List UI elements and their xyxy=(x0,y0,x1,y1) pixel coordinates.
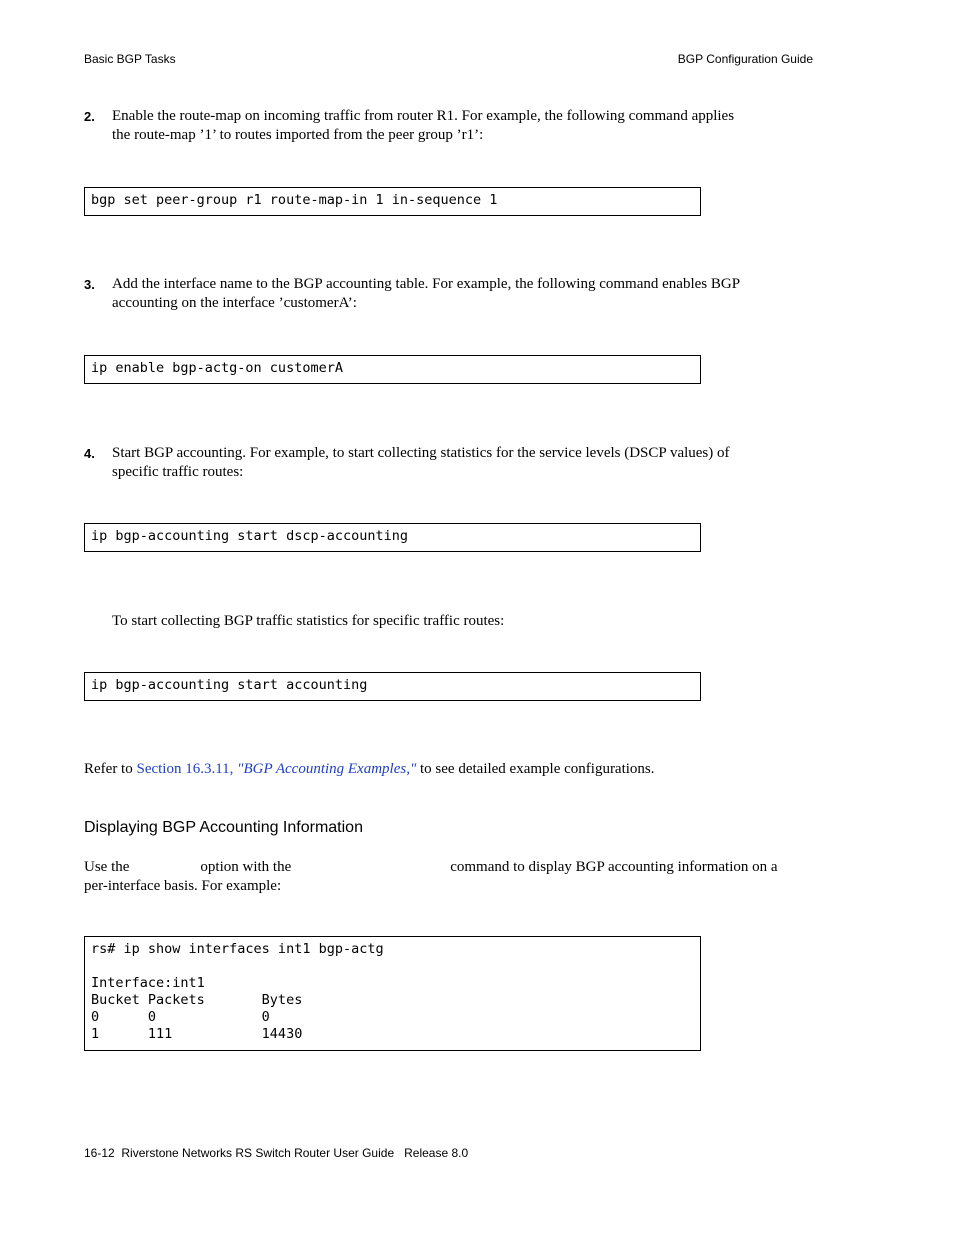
refer-paragraph xyxy=(84,760,655,779)
step-3 xyxy=(84,275,744,313)
step-text: Enable the route-map on incoming traffic from router R1. For example, the following command applies the route-map ’1’ to routes imported from the peer group ’r1’: xyxy=(112,108,735,143)
display-part3: command to display BGP accounting information on a xyxy=(450,859,778,875)
step-text: Add the interface name to the BGP accounting table. For example, the following command enables BGP accounting on the interface ’customerA’: xyxy=(112,276,740,311)
step-text: Start BGP accounting. For example, to start collecting statistics for the service levels (DSCP values) of specific traffic routes: xyxy=(112,445,730,480)
step-number: 3. xyxy=(84,277,95,292)
display-paragraph xyxy=(84,858,824,896)
link-section-number: Section 16.3.11, xyxy=(136,761,238,777)
code-block-route-map: bgp set peer-group r1 route-map-in 1 in-sequence 1 xyxy=(84,187,701,216)
running-header-section: Basic BGP Tasks xyxy=(84,52,176,66)
link-section-title: "BGP Accounting Examples," xyxy=(237,761,417,777)
step-number: 4. xyxy=(84,446,95,461)
section-link[interactable] xyxy=(136,761,416,777)
code-block-enable-actg: ip enable bgp-actg-on customerA xyxy=(84,355,701,384)
code-block-dscp-accounting: ip bgp-accounting start dscp-accounting xyxy=(84,523,701,552)
display-part2: option with the xyxy=(200,859,292,875)
display-part1: Use the xyxy=(84,859,130,875)
step-2 xyxy=(84,107,744,145)
step-number: 2. xyxy=(84,109,95,124)
display-line2: per-interface basis. For example: xyxy=(84,878,282,894)
code-block-show-interfaces: rs# ip show interfaces int1 bgp-actg Interface:int1 Bucket Packets Bytes 0 0 0 1 111 14430 xyxy=(84,936,701,1051)
start-accounting-text: To start collecting BGP traffic statistics for specific traffic routes: xyxy=(112,613,505,629)
refer-suffix: to see detailed example configurations. xyxy=(416,761,655,777)
code-block-start-accounting: ip bgp-accounting start accounting xyxy=(84,672,701,701)
running-header-guide-title: BGP Configuration Guide xyxy=(677,52,813,66)
section-heading: Displaying BGP Accounting Information xyxy=(84,819,363,836)
page-footer: 16-12 Riverstone Networks RS Switch Router User Guide Release 8.0 xyxy=(84,1146,469,1160)
step-4 xyxy=(84,444,744,482)
refer-prefix: Refer to xyxy=(84,761,137,777)
